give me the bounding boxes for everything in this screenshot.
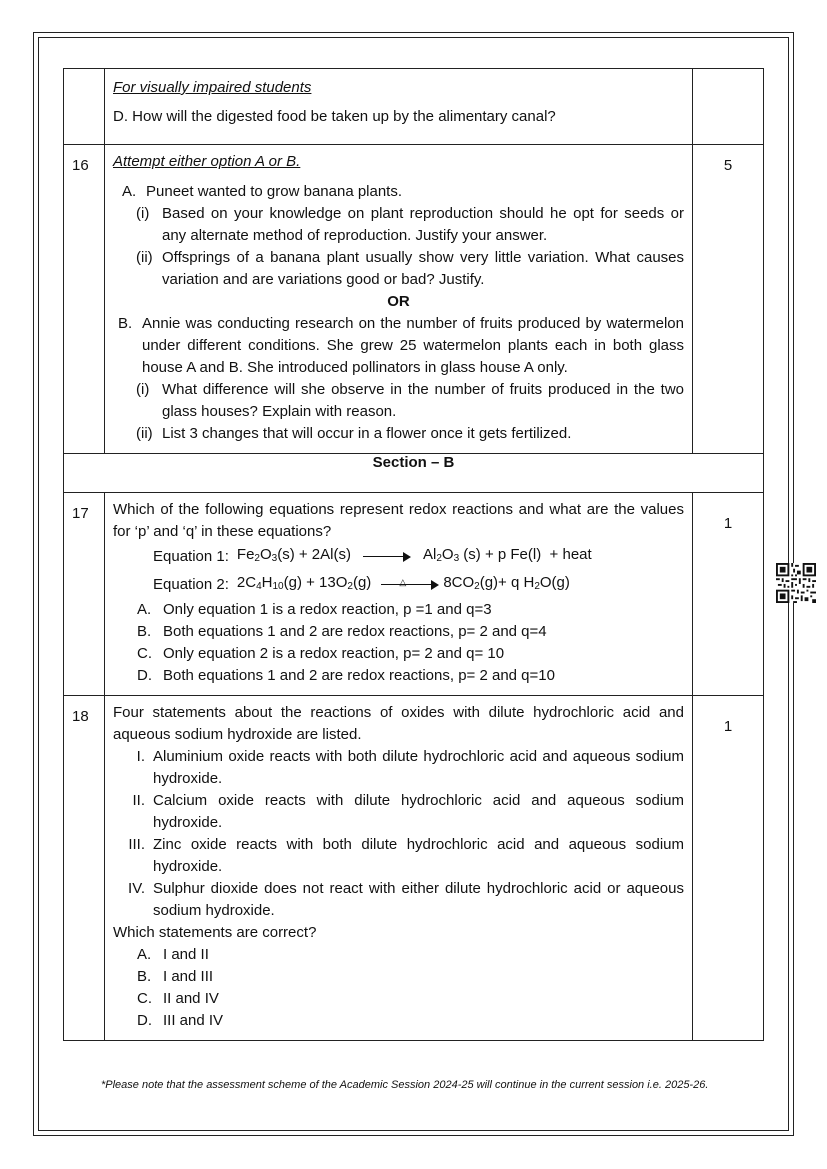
option-b (113, 313, 684, 379)
section-row (64, 454, 764, 493)
sub-label: (i) (136, 381, 150, 398)
option-label: D. (137, 667, 152, 684)
equation-label: Equation 2: (153, 576, 229, 593)
options-list (113, 599, 684, 687)
question-row-18 (64, 696, 764, 1041)
sub-text: List 3 changes that will occur in a flower once it gets fertilized. (162, 425, 572, 442)
question-content (105, 696, 693, 1041)
option-label: A. (137, 946, 152, 963)
option (113, 643, 684, 665)
statement-label: IV. (128, 880, 145, 897)
sub-question (113, 247, 684, 291)
option-text: Annie was conducting research on the number of fruits produced by watermelon under different conditions. She grew 25 watermelon plants each in both glass house A and B. She introduced pollinators in glass house A only. (142, 315, 684, 376)
sub-text: Based on your knowledge on plant reproduction should he opt for seeds or any alternate method of reproduction. Justify your answer. (162, 205, 684, 244)
option-a (113, 181, 684, 203)
question-content (105, 69, 693, 145)
question-content (105, 493, 693, 696)
equation-label: Equation 1: (153, 548, 229, 565)
or-divider: OR (387, 293, 410, 310)
statement-text: Zinc oxide reacts with both dilute hydrochloric acid and aqueous sodium hydroxide. (153, 836, 684, 875)
sub-label: (i) (136, 205, 150, 222)
question-text: Four statements about the reactions of oxides with dilute hydrochloric acid and aqueous sodium hydroxide are listed. (113, 704, 684, 743)
option-label: B. (118, 315, 133, 332)
option-text: I and III (163, 968, 214, 985)
sub-question (113, 203, 684, 247)
statement (113, 790, 684, 834)
question-number: 18 (64, 696, 105, 1041)
option-text: Only equation 1 is a redox reaction, p =1 and q=3 (163, 601, 492, 618)
sub-text: What difference will she observe in the number of fruits produced in the two glass houses? Explain with reason. (162, 381, 684, 420)
statement-text: Aluminium oxide reacts with both dilute hydrochloric acid and aqueous sodium hydroxide. (153, 748, 684, 787)
sub-text: Offsprings of a banana plant usually show very little variation. What causes variation and are variations good or bad? Justify. (162, 249, 684, 288)
options-list (113, 944, 684, 1032)
footnote: *Please note that the assessment scheme of the Academic Session 2024-25 will continue in the current session i.e. 2025-26. (101, 1079, 709, 1091)
vi-heading: For visually impaired students (113, 79, 312, 96)
either-heading: Attempt either option A or B. (113, 153, 301, 170)
vi-question: D. How will the digested food be taken up by the alimentary canal? (113, 108, 556, 125)
option-text: I and II (163, 946, 209, 963)
option-text: III and IV (163, 1012, 224, 1029)
sub-label: (ii) (136, 249, 153, 266)
option (113, 1010, 684, 1032)
marks-cell: 1 (693, 696, 764, 1041)
sub-question (113, 379, 684, 423)
option-text: Both equations 1 and 2 are redox reactions, p= 2 and q=10 (163, 667, 555, 684)
option-label: C. (137, 645, 152, 662)
marks-cell (693, 69, 764, 145)
statement (113, 878, 684, 922)
marks-cell: 5 (693, 145, 764, 454)
option-label: C. (137, 990, 152, 1007)
option-label: A. (137, 601, 152, 618)
sub-question (113, 423, 684, 445)
option-text: Puneet wanted to grow banana plants. (146, 183, 403, 200)
option (113, 944, 684, 966)
arrow-icon (363, 552, 411, 562)
question-number: 17 (64, 493, 105, 696)
section-title: Section – B (64, 454, 764, 493)
question-content (105, 145, 693, 454)
option (113, 621, 684, 643)
question-row-15-cont (64, 69, 764, 145)
delta-icon: △ (399, 577, 407, 587)
statement-label: II. (132, 792, 145, 809)
option-text: Both equations 1 and 2 are redox reactions, p= 2 and q=4 (163, 623, 547, 640)
question-table (63, 68, 764, 1041)
option (113, 966, 684, 988)
option-label: D. (137, 1012, 152, 1029)
equation-2: Equation 2: $2C_4H_{10}(g) + 13O_2(g)$ △ $8CO_2(g)+ q$ $H_2O(g)$ (113, 571, 684, 599)
qr-code-icon (776, 563, 816, 603)
statement-label: III. (128, 836, 145, 853)
option-label: B. (137, 623, 152, 640)
statement-text: Sulphur dioxide does not react with either dilute hydrochloric acid or aqueous sodium hydroxide. (153, 880, 684, 919)
statement-text: Calcium oxide reacts with dilute hydrochloric acid and aqueous sodium hydroxide. (153, 792, 684, 831)
option-label: A. (122, 183, 137, 200)
option-text: II and IV (163, 990, 219, 1007)
equation-1: Equation 1: $Fe_2O_3(s) + 2Al(s)$ $Al_2O_3$ (s) + p Fe(l) + heat (113, 543, 684, 571)
sub-label: (ii) (136, 425, 153, 442)
question-number: 16 (64, 145, 105, 454)
option-label: B. (137, 968, 152, 985)
statement (113, 746, 684, 790)
question-row-17 (64, 493, 764, 696)
question-row-16 (64, 145, 764, 454)
statement-label: I. (136, 748, 145, 765)
statement (113, 834, 684, 878)
option-text: Only equation 2 is a redox reaction, p= 2 and q= 10 (163, 645, 505, 662)
arrow-icon (381, 577, 439, 590)
marks-cell: 1 (693, 493, 764, 696)
question-text: Which of the following equations represent redox reactions and what are the values for ‘p’ and ‘q’ in these equations? (113, 501, 684, 540)
statements-list (113, 746, 684, 922)
option (113, 599, 684, 621)
option (113, 988, 684, 1010)
option (113, 665, 684, 687)
question-number (64, 69, 105, 145)
question-prompt: Which statements are correct? (113, 924, 317, 941)
